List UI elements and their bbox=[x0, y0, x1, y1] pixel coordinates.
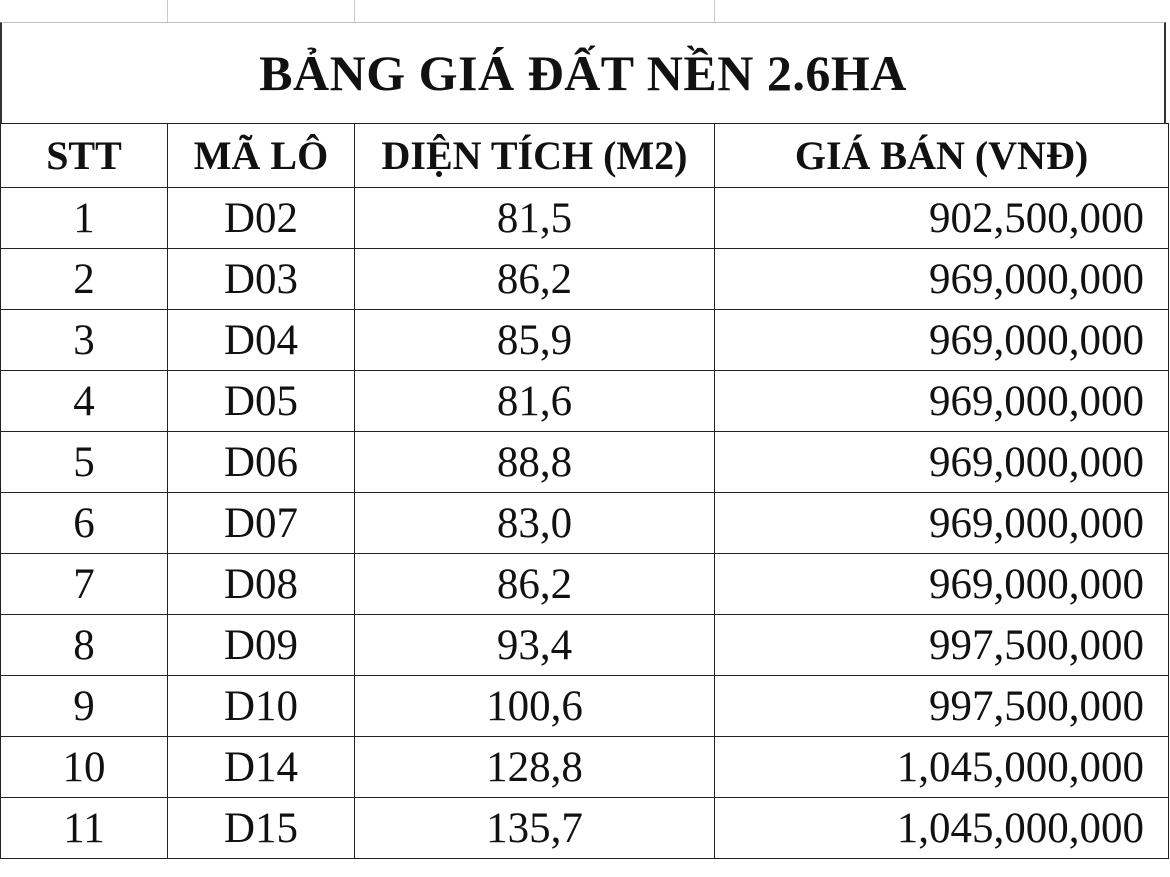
cell-dien-tich: 86,2 bbox=[355, 554, 715, 615]
cell-dien-tich: 81,5 bbox=[355, 188, 715, 249]
cell-dien-tich: 135,7 bbox=[355, 798, 715, 859]
table-row bbox=[1, 249, 1169, 310]
cell-dien-tich: 88,8 bbox=[355, 432, 715, 493]
cell-ma-lo: D14 bbox=[168, 737, 355, 798]
cell-stt: 9 bbox=[1, 676, 168, 737]
cell-stt: 7 bbox=[1, 554, 168, 615]
table-row bbox=[1, 798, 1169, 859]
table-row bbox=[1, 371, 1169, 432]
cell-dien-tich: 81,6 bbox=[355, 371, 715, 432]
cell-stt: 4 bbox=[1, 371, 168, 432]
cell-gia-ban: 1,045,000,000 bbox=[715, 798, 1169, 859]
cell-dien-tich: 85,9 bbox=[355, 310, 715, 371]
cell-ma-lo: D09 bbox=[168, 615, 355, 676]
cell-stt: 3 bbox=[1, 310, 168, 371]
spreadsheet-top-gridlines bbox=[0, 0, 1170, 22]
gridline bbox=[167, 0, 168, 22]
cell-ma-lo: D15 bbox=[168, 798, 355, 859]
table-row bbox=[1, 310, 1169, 371]
table-row bbox=[1, 432, 1169, 493]
cell-ma-lo: D10 bbox=[168, 676, 355, 737]
table-row bbox=[1, 676, 1169, 737]
header-dien-tich: DIỆN TÍCH (M2) bbox=[355, 124, 715, 188]
cell-gia-ban: 969,000,000 bbox=[715, 554, 1169, 615]
cell-stt: 2 bbox=[1, 249, 168, 310]
cell-stt: 10 bbox=[1, 737, 168, 798]
table-row bbox=[1, 615, 1169, 676]
cell-dien-tich: 86,2 bbox=[355, 249, 715, 310]
cell-gia-ban: 997,500,000 bbox=[715, 615, 1169, 676]
cell-ma-lo: D07 bbox=[168, 493, 355, 554]
cell-stt: 11 bbox=[1, 798, 168, 859]
gridline bbox=[354, 0, 355, 22]
price-table bbox=[0, 123, 1169, 859]
table-row bbox=[1, 554, 1169, 615]
table-body bbox=[1, 188, 1169, 859]
cell-ma-lo: D06 bbox=[168, 432, 355, 493]
table-row bbox=[1, 737, 1169, 798]
cell-stt: 1 bbox=[1, 188, 168, 249]
cell-dien-tich: 100,6 bbox=[355, 676, 715, 737]
cell-ma-lo: D08 bbox=[168, 554, 355, 615]
cell-ma-lo: D02 bbox=[168, 188, 355, 249]
cell-stt: 8 bbox=[1, 615, 168, 676]
cell-gia-ban: 902,500,000 bbox=[715, 188, 1169, 249]
header-gia-ban: GIÁ BÁN (VNĐ) bbox=[715, 124, 1169, 188]
table-row bbox=[1, 188, 1169, 249]
cell-dien-tich: 83,0 bbox=[355, 493, 715, 554]
cell-ma-lo: D05 bbox=[168, 371, 355, 432]
cell-stt: 5 bbox=[1, 432, 168, 493]
gridline bbox=[714, 0, 715, 22]
cell-gia-ban: 969,000,000 bbox=[715, 249, 1169, 310]
sheet-title: BẢNG GIÁ ĐẤT NỀN 2.6HA bbox=[0, 22, 1166, 123]
cell-dien-tich: 93,4 bbox=[355, 615, 715, 676]
table-row bbox=[1, 493, 1169, 554]
cell-gia-ban: 969,000,000 bbox=[715, 371, 1169, 432]
cell-gia-ban: 997,500,000 bbox=[715, 676, 1169, 737]
cell-gia-ban: 1,045,000,000 bbox=[715, 737, 1169, 798]
cell-stt: 6 bbox=[1, 493, 168, 554]
cell-ma-lo: D03 bbox=[168, 249, 355, 310]
header-stt: STT bbox=[1, 124, 168, 188]
cell-dien-tich: 128,8 bbox=[355, 737, 715, 798]
cell-ma-lo: D04 bbox=[168, 310, 355, 371]
cell-gia-ban: 969,000,000 bbox=[715, 432, 1169, 493]
cell-gia-ban: 969,000,000 bbox=[715, 310, 1169, 371]
header-ma-lo: MÃ LÔ bbox=[168, 124, 355, 188]
cell-gia-ban: 969,000,000 bbox=[715, 493, 1169, 554]
header-row bbox=[1, 124, 1169, 188]
